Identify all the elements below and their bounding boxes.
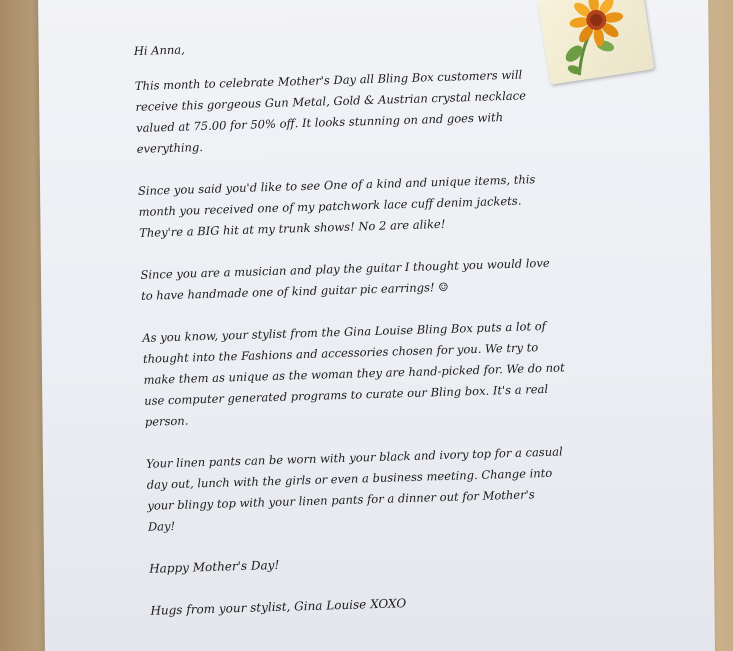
letter-closing: Happy Mother's Day! <box>148 557 280 576</box>
letter-page <box>38 0 715 651</box>
letter-body <box>134 26 672 643</box>
letter-paragraph-stylist: As you know, your stylist from the Gina Louise Bling Box puts a lot of thought into the Fashions and accessories chosen for you. We try to make them as unique as the woman they are hand-picked for. We do not use computer generated programs to curate our Bling box. It's a real person. <box>142 318 565 429</box>
letter-paragraph-jacket: Since you said you'd like to see One of a kind and unique items, this month you received one of my patchwork lace cuff denim jackets. They're a BIG hit at my trunk shows! No 2 are alike! <box>137 172 536 240</box>
letter-paragraph-outfit: Your linen pants can be worn with your black and ivory top for a casual day out, lunch with the girls or even a business meeting. Change into your blingy top with your linen pants for a dinner out for Mother's Day! <box>145 444 563 534</box>
letter-paragraph-earrings: Since you are a musician and play the guitar I thought you would love to have handmade one of kind guitar pic earrings! ☺ <box>140 255 550 303</box>
letter-signature: Hugs from your stylist, Gina Louise XOXO <box>150 596 407 618</box>
letter-greeting: Hi Anna, <box>133 42 186 58</box>
letter-paragraph-necklace: This month to celebrate Mother's Day all Bling Box customers will receive this gorgeous Gun Metal, Gold & Austrian crystal necklace valued at 75.00 for 50% off. It looks stunning on and goes with everything. <box>134 67 527 156</box>
